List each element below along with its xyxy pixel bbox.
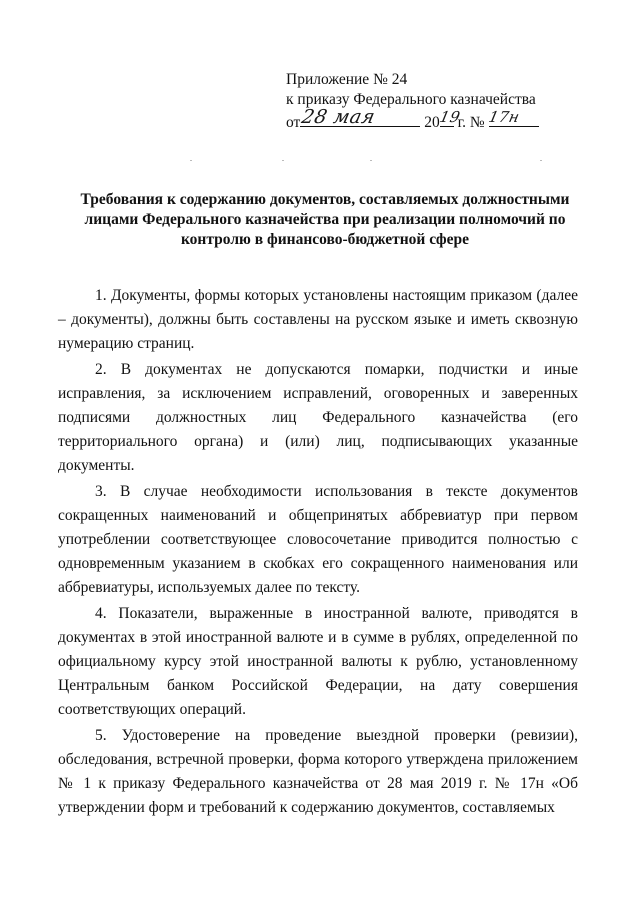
- date-blank: [299, 106, 420, 128]
- handwritten-number: 17н: [486, 108, 521, 126]
- paragraph-5: 5. Удостоверение на проведение выездной проверки (ревизии), обследования, встречной проверки, форма которого утверждена приложением № 1 к приказу Федерального казначейства от 28 мая 2019 г. № 17н «Об утверждении форм и требований к содержанию документов, составляемых: [58, 727, 578, 816]
- year-prefix: 20: [424, 114, 440, 131]
- year-blank: [437, 108, 462, 127]
- appendix-order-reference: к приказу Федерального казначейства: [286, 91, 536, 108]
- appendix-header: [286, 70, 539, 133]
- number-prefix: г. №: [457, 114, 485, 131]
- handwritten-date: 28 мая: [299, 106, 378, 128]
- number-blank: [486, 108, 539, 127]
- paragraph-1: 1. Документы, формы которых установлены настоящим приказом (далее – документы), должны быть составлены на русском языке и иметь сквозную нумерацию страниц.: [58, 287, 578, 352]
- paragraph-3: 3. В случае необходимости использования в тексте документов сокращенных наименований и общепринятых аббревиатур при первом употреблении соответствующее словосочетание приводится полностью с одновременным указанием в скобках его сокращенного наименования или аббревиатуры, используемых далее по тексту.: [58, 483, 578, 596]
- scan-artifact-dots: [190, 160, 550, 162]
- appendix-number: Приложение № 24: [286, 71, 408, 88]
- document-body: [58, 284, 578, 822]
- handwritten-year: 19: [437, 108, 462, 126]
- document-title: Требования к содержанию документов, составляемых должностными лицами Федерального казначейства при реализации полномочий по контролю в финансово-бюджетной сфере: [80, 191, 570, 248]
- appendix-date-line: [286, 106, 539, 133]
- date-prefix: от: [286, 114, 301, 131]
- paragraph-4: 4. Показатели, выраженные в иностранной валюте, приводятся в документах в этой иностранной валюте и в сумме в рублях, определенной по официальному курсу этой иностранной валюты к рублю, установленному Центральным банком Российской Федерации, на дату совершения соответствующих операций.: [58, 605, 578, 718]
- paragraph-2: 2. В документах не допускаются помарки, подчистки и иные исправления, за исключением исправлений, оговоренных и заверенных подписями должностных лиц Федерального казначейства (его территориального органа) и (или) лиц, подписывающих указанные документы.: [58, 361, 578, 474]
